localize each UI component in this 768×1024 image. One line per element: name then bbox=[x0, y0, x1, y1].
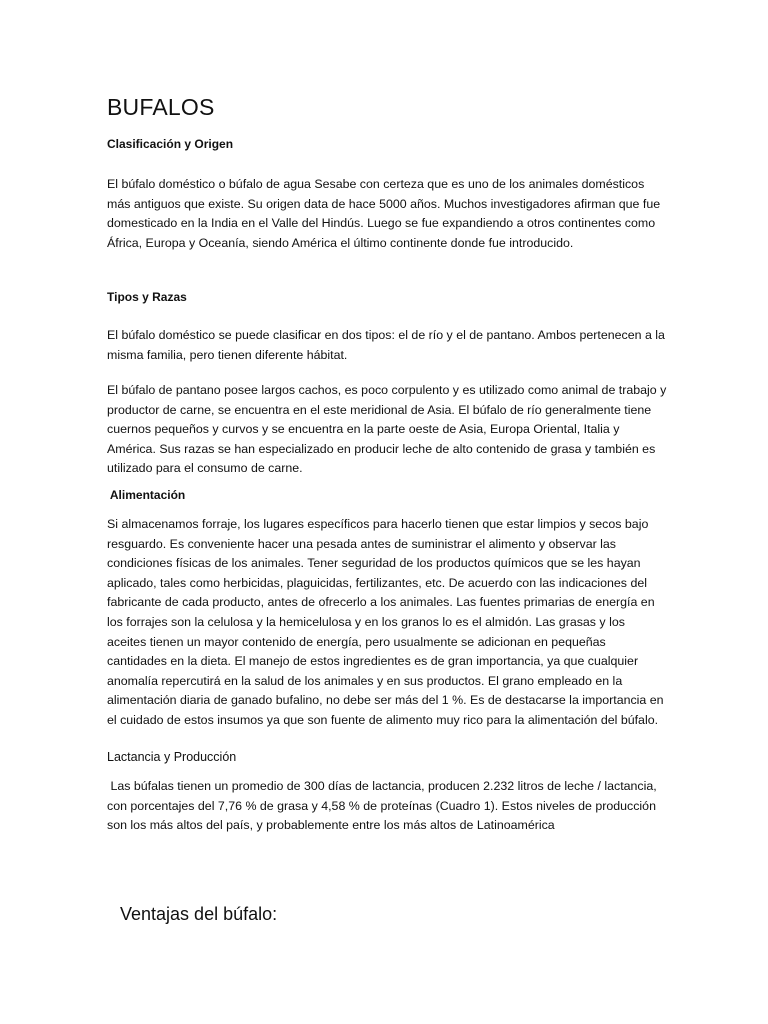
section-heading-ventajas: Ventajas del búfalo: bbox=[120, 904, 278, 924]
paragraph-alimentacion: Si almacenamos forraje, los lugares específicos para hacerlo tienen que estar limpios y secos bajo resguardo. Es conveniente hacer una pesada antes de suministrar el alimento y observar las condiciones físicas de los animales. Tener seguridad de los productos químicos que se les hayan aplicado, tales como herbicidas, plaguicidas, fertilizantes, etc. De acuerdo con las indicaciones del fabricante de cada producto, antes de ofrecerlo a los animales. Las fuentes primarias de energía en los forrajes son la celulosa y la hemicelulosa y en los granos lo es el almidón. Las grasas y los aceites tienen un mayor contenido de energía, pero usualmente se adicionan en pequeñas cantidades en la dieta. El manejo de estos ingredientes es de gran importancia, ya que cualquier anomalía repercutirá en la salud de los animales y en sus productos. El grano empleado en la alimentación diaria de ganado bufalino, no debe ser más del 1 %. Es de destacarse la importancia en el cuidado de estos insumos ya que son fuente de alimento muy rico para la alimentación del búfalo. bbox=[107, 517, 664, 727]
section-heading-lactancia: Lactancia y Producción bbox=[107, 750, 237, 764]
paragraph-tipos-2: El búfalo de pantano posee largos cachos, es poco corpulento y es utilizado como animal de trabajo y productor de carne, se encuentra en el este meridional de Asia. El búfalo de río generalmente tiene cuernos pequeños y curvos y se encuentra en la parte oeste de Asia, Europa Oriental, Italia y América. Sus razas se han especializado en producir leche de alto contenido de grasa y también es utilizado para el consumo de carne. bbox=[107, 383, 667, 476]
section-heading-tipos: Tipos y Razas bbox=[107, 290, 187, 304]
document-title: BUFALOS bbox=[107, 94, 215, 120]
paragraph-clasificacion: El búfalo doméstico o búfalo de agua Sesabe con certeza que es uno de los animales domésticos más antiguos que existe. Su origen data de hace 5000 años. Muchos investigadores afirman que fue domesticado en la India en el Valle del Hindús. Luego se fue expandiendo a otros continentes como África, Europa y Oceanía, siendo América el último continente donde fue introducido. bbox=[107, 177, 661, 250]
paragraph-tipos-1: El búfalo doméstico se puede clasificar en dos tipos: el de río y el de pantano. Ambos pertenecen a la misma familia, pero tienen diferente hábitat. bbox=[107, 328, 665, 362]
paragraph-lactancia: Las búfalas tienen un promedio de 300 días de lactancia, producen 2.232 litros de leche / lactancia, con porcentajes del 7,76 % de grasa y 4,58 % de proteínas (Cuadro 1). Estos niveles de producción son los más altos del país, y probablemente entre los más altos de Latinoamérica bbox=[107, 779, 661, 833]
section-heading-clasificacion: Clasificación y Origen bbox=[107, 137, 234, 151]
section-heading-alimentacion: Alimentación bbox=[107, 488, 186, 502]
